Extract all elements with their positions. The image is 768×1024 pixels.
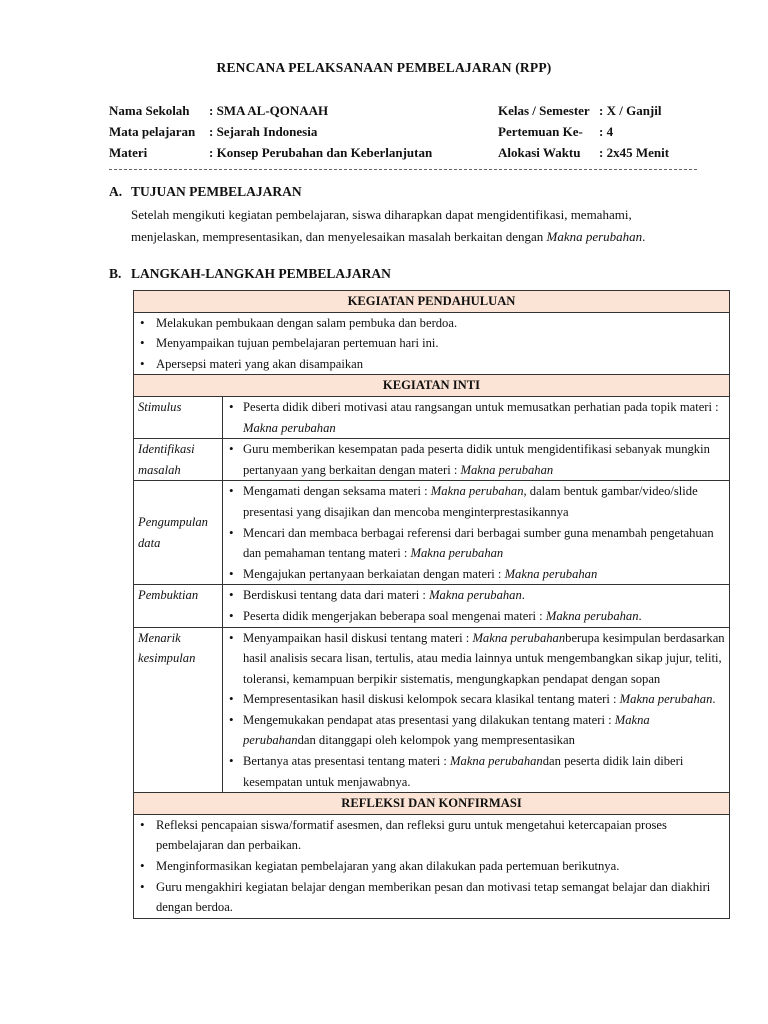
refleksi-row xyxy=(134,814,730,918)
refleksi-list xyxy=(138,815,725,918)
dashed-divider xyxy=(109,169,697,170)
item-emphasis: Makna perubahan xyxy=(243,420,336,435)
pembuktian-label: Pembuktian xyxy=(134,585,223,627)
item-text: Mempresentasikan hasil diskusi kelompok secara klasikal tentang materi : xyxy=(243,692,620,707)
list-item: • Melakukan pembukaan dengan salam pembuka dan berdoa. xyxy=(138,313,725,334)
pembuktian-activities xyxy=(223,585,730,627)
pengumpulan-row xyxy=(134,481,730,585)
identifikasi-list xyxy=(227,439,725,480)
pendahuluan-list xyxy=(138,313,725,375)
item-text: Menyampaikan hasil diskusi tentang materi : xyxy=(243,630,473,645)
document-title: RENCANA PELAKSANAAN PEMBELAJARAN (RPP) xyxy=(216,60,552,75)
pertemuan-label: Pertemuan Ke- xyxy=(498,124,583,139)
list-item xyxy=(227,710,725,751)
langkah-table xyxy=(133,290,730,919)
menarik-list xyxy=(227,628,725,793)
item-text: . xyxy=(638,608,642,623)
item-text: Guru memberikan kesempatan pada peserta didik untuk mengidentifikasi sebanyak mungkin pertanyaan yang berkaitan dengan materi : xyxy=(243,442,710,477)
stimulus-activities xyxy=(223,396,730,438)
kelas-value: : X / Ganjil xyxy=(599,103,662,118)
pembuktian-list xyxy=(227,585,725,626)
refleksi-header-row xyxy=(134,793,730,815)
section-b-title: LANGKAH-LANGKAH PEMBELAJARAN xyxy=(131,266,391,281)
info-left xyxy=(109,100,432,163)
item-emphasis: Makna perubahan xyxy=(545,608,639,623)
item-emphasis: Makna perubahan xyxy=(450,754,543,769)
nama-sekolah-row xyxy=(109,100,432,121)
refleksi-cell xyxy=(134,814,730,918)
stimulus-row xyxy=(134,396,730,438)
section-a-emphasis: Makna perubahan xyxy=(546,229,643,244)
pembuktian-row xyxy=(134,585,730,627)
list-item xyxy=(227,397,725,438)
list-item xyxy=(227,481,725,522)
list-item xyxy=(227,439,725,480)
pendahuluan-cell xyxy=(134,312,730,375)
identifikasi-row xyxy=(134,439,730,481)
inti-header-row xyxy=(134,375,730,397)
item-emphasis: Makna perubahan xyxy=(243,712,650,748)
info-right xyxy=(498,100,669,163)
pengumpulan-label: Pengumpulan data xyxy=(134,481,223,585)
identifikasi-label: Identifikasi masalah xyxy=(134,439,223,481)
item-text: Mencari dan membaca berbagai referensi dari berbagai sumber guna menambah pengetahuan dan pemahaman tentang materi : xyxy=(243,525,714,561)
identifikasi-activities xyxy=(223,439,730,481)
section-a-paragraph xyxy=(131,204,701,248)
section-a-text-end: . xyxy=(642,229,646,244)
item-text: dan peserta didik lain diberi kesempatan untuk menjawabnya. xyxy=(243,754,684,789)
list-item: • Menyampaikan tujuan pembelajaran pertemuan hari ini. xyxy=(138,333,725,354)
inti-header: KEGIATAN INTI xyxy=(134,375,730,397)
item-emphasis: Makna perubahan xyxy=(410,546,504,561)
materi-label: Materi xyxy=(109,145,148,160)
pertemuan-value: : 4 xyxy=(599,124,614,139)
pendahuluan-header-row xyxy=(134,291,730,313)
item-text: Peserta didik mengerjakan beberapa soal mengenai materi : xyxy=(243,608,546,623)
menarik-label: Menarik kesimpulan xyxy=(134,627,223,793)
section-a-number: A. xyxy=(109,184,123,199)
item-text: dan ditanggapi oleh kelompok yang mempresentasikan xyxy=(297,733,575,748)
list-item xyxy=(227,751,725,792)
list-item xyxy=(227,606,725,627)
kelas-row xyxy=(498,100,669,121)
item-text: berupa kesimpulan berdasarkan hasil analisis secara lisan, tertulis, atau media lainnya untuk mengembangkan sikap jujur, teliti, toleransi, kemampuan berpikir sistematis, mengungkapkan pendapat dengan sopan xyxy=(243,630,725,686)
list-item xyxy=(227,564,725,585)
item-text: Berdiskusi tentang data dari materi : xyxy=(243,588,430,603)
section-a-title: TUJUAN PEMBELAJARAN xyxy=(131,184,302,199)
item-text: Bertanya atas presentasi tentang materi : xyxy=(243,754,451,769)
pendahuluan-header: KEGIATAN PENDAHULUAN xyxy=(134,291,730,313)
item-text: . xyxy=(712,692,716,707)
pengumpulan-list xyxy=(227,481,725,584)
list-item: • Apersepsi materi yang akan disampaikan xyxy=(138,354,725,375)
item-text: Mengajukan pertanyaan berkaiatan dengan materi : xyxy=(243,566,505,581)
item-text: Peserta didik diberi motivasi atau rangsangan untuk memusatkan perhatian pada topik materi : xyxy=(243,399,719,414)
item-text: Mengemukakan pendapat atas presentasi yang dilakukan tentang materi : xyxy=(243,712,615,727)
list-item xyxy=(227,523,725,564)
section-a-heading xyxy=(109,184,302,200)
list-item xyxy=(227,585,725,606)
nama-sekolah-label: Nama Sekolah xyxy=(109,103,190,118)
item-emphasis: Makna perubahan xyxy=(430,484,524,499)
item-emphasis: Makna perubahan xyxy=(619,692,713,707)
mapel-value: : Sejarah Indonesia xyxy=(209,124,318,139)
menarik-row xyxy=(134,627,730,793)
item-text: , dalam bentuk gambar/video/slide presentasi yang disajikan dan mencoba menginterprestasikannya xyxy=(243,484,698,519)
alokasi-label: Alokasi Waktu xyxy=(498,145,581,160)
item-emphasis: Makna perubahan xyxy=(460,462,554,477)
item-emphasis: Makna perubahan xyxy=(472,630,566,645)
list-item xyxy=(227,689,725,710)
mapel-row xyxy=(109,121,432,142)
item-emphasis: Makna perubahan xyxy=(429,588,522,603)
item-text: Mengamati dengan seksama materi : xyxy=(243,484,431,499)
section-a-text: Setelah mengikuti kegiatan pembelajaran, siswa diharapkan dapat mengidentifikasi, memahami, menjelaskan, mempresentasikan, dan menyelesaikan masalah berkaitan dengan xyxy=(131,207,632,244)
list-item: • Refleksi pencapaian siswa/formatif asesmen, dan refleksi guru untuk mengetahui ketercapaian proses pembelajaran dan perbaikan. xyxy=(138,815,725,856)
refleksi-header: REFLEKSI DAN KONFIRMASI xyxy=(134,793,730,815)
item-text: . xyxy=(521,588,525,603)
alokasi-row xyxy=(498,142,669,163)
alokasi-value: : 2x45 Menit xyxy=(599,145,670,160)
item-emphasis: Makna perubahan xyxy=(504,566,598,581)
section-b-heading xyxy=(109,266,391,282)
pertemuan-row xyxy=(498,121,669,142)
materi-value: : Konsep Perubahan dan Keberlanjutan xyxy=(209,145,433,160)
section-b-number: B. xyxy=(109,266,122,281)
stimulus-label: Stimulus xyxy=(134,396,223,438)
pendahuluan-row xyxy=(134,312,730,375)
materi-row xyxy=(109,142,432,163)
mapel-label: Mata pelajaran xyxy=(109,124,196,139)
menarik-activities xyxy=(223,627,730,793)
list-item: • Menginformasikan kegiatan pembelajaran yang akan dilakukan pada pertemuan berikutnya. xyxy=(138,856,725,877)
list-item xyxy=(227,628,725,690)
nama-sekolah-value: : SMA AL-QONAAH xyxy=(209,103,329,118)
stimulus-list xyxy=(227,397,725,438)
pengumpulan-activities xyxy=(223,481,730,585)
list-item: • Guru mengakhiri kegiatan belajar dengan memberikan pesan dan motivasi tetap semangat belajar dan diakhiri dengan berdoa. xyxy=(138,877,725,918)
kelas-label: Kelas / Semester xyxy=(498,103,590,118)
